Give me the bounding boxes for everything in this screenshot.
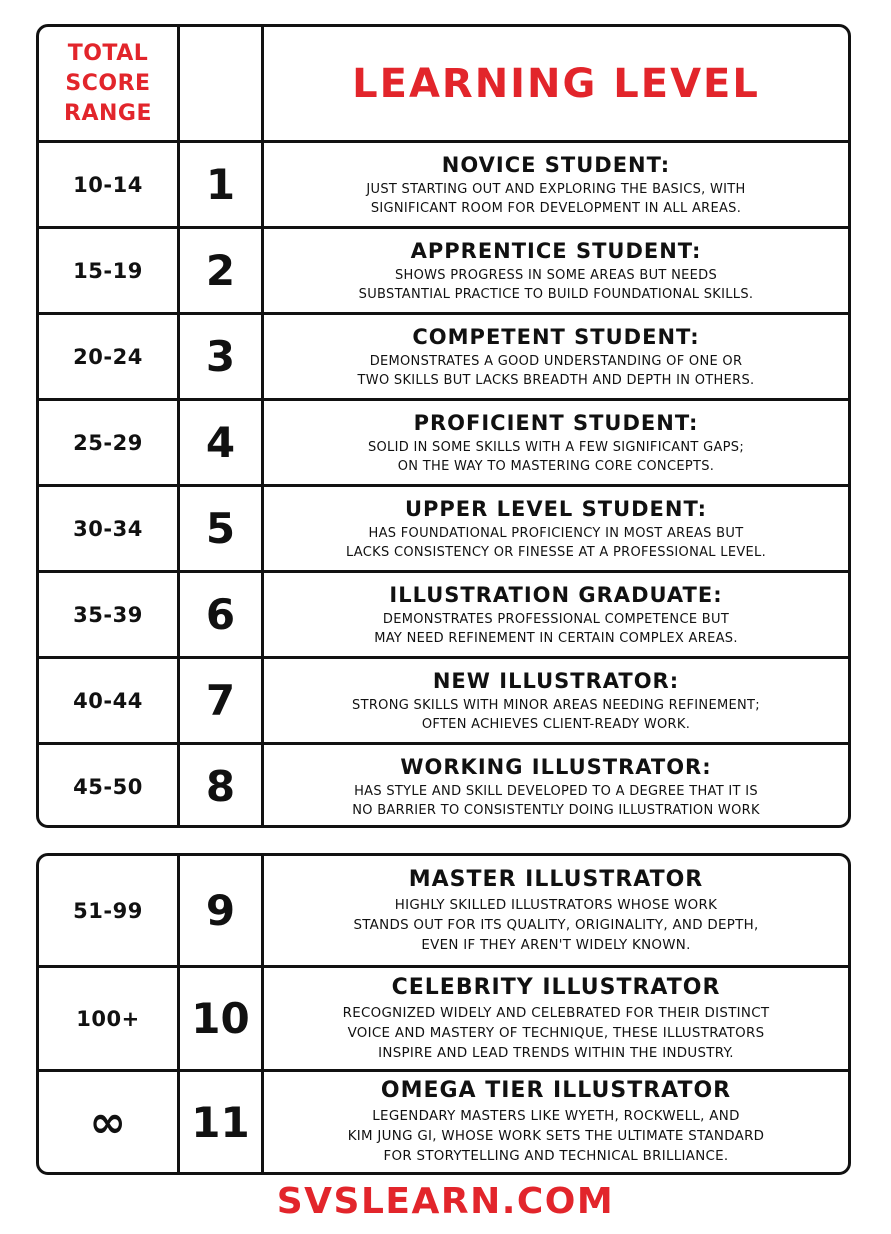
level-text: LEGENDARY MASTERS LIKE WYETH, ROCKWELL, AND KIM JUNG GI, WHOSE WORK SETS THE ULTIMATE STANDARD FOR STORYTELLING AND TECHNICAL BRILLIANCE. xyxy=(347,1109,765,1164)
level-number: 4 xyxy=(180,401,264,484)
level-number-header xyxy=(180,27,264,140)
level-description xyxy=(264,143,848,226)
level-row-4 xyxy=(39,398,848,484)
level-number: 3 xyxy=(180,315,264,398)
level-row-11 xyxy=(39,1069,848,1172)
level-text: DEMONSTRATES PROFESSIONAL COMPETENCE BUT MAY NEED REFINEMENT IN CERTAIN COMPLEX AREAS. xyxy=(374,611,738,646)
level-text: RECOGNIZED WIDELY AND CELEBRATED FOR THEIR DISTINCT VOICE AND MASTERY OF TECHNIQUE, THESE ILLUSTRATORS INSPIRE AND LEAD TRENDS WITHIN THE INDUSTRY. xyxy=(342,1005,770,1061)
score-range: 25-29 xyxy=(39,401,180,484)
score-range-header xyxy=(39,27,180,140)
score-range: 51-99 xyxy=(39,856,180,965)
level-title: UPPER LEVEL STUDENT: xyxy=(404,496,708,521)
infinity-score-range: ∞ xyxy=(39,1072,180,1172)
level-title: NEW ILLUSTRATOR: xyxy=(432,668,680,693)
level-title: APPRENTICE STUDENT: xyxy=(410,238,702,263)
level-text: HIGHLY SKILLED ILLUSTRATORS WHOSE WORK STANDS OUT FOR ITS QUALITY, ORIGINALITY, AND DEPTH, EVEN IF THEY AREN'T WIDELY KNOWN. xyxy=(353,897,759,953)
level-text: SHOWS PROGRESS IN SOME AREAS BUT NEEDS SUBSTANTIAL PRACTICE TO BUILD FOUNDATIONAL SKILLS. xyxy=(358,267,754,302)
level-number: 8 xyxy=(180,745,264,828)
level-number: 1 xyxy=(180,143,264,226)
score-range: 20-24 xyxy=(39,315,180,398)
score-range-header-line3: RANGE xyxy=(64,100,152,126)
level-row-8 xyxy=(39,742,848,828)
level-text: JUST STARTING OUT AND EXPLORING THE BASICS, WITH SIGNIFICANT ROOM FOR DEVELOPMENT IN ALL AREAS. xyxy=(366,181,746,216)
score-range-header-line1: TOTAL xyxy=(67,40,149,66)
level-title: PROFICIENT STUDENT: xyxy=(413,410,699,435)
level-description xyxy=(264,401,848,484)
level-row-5 xyxy=(39,484,848,570)
level-text: DEMONSTRATES A GOOD UNDERSTANDING OF ONE OR TWO SKILLS BUT LACKS BREADTH AND DEPTH IN OTHERS. xyxy=(357,353,755,388)
level-title: MASTER ILLUSTRATOR xyxy=(408,866,704,892)
elite-level-table xyxy=(36,853,851,1175)
site-url: SVSLEARN.COM xyxy=(276,1181,615,1222)
score-range-header-line2: SCORE xyxy=(65,70,151,96)
level-number: 10 xyxy=(180,968,264,1069)
level-description xyxy=(264,229,848,312)
level-title: CELEBRITY ILLUSTRATOR xyxy=(391,974,721,1000)
level-row-9 xyxy=(39,856,848,965)
learning-level-title: LEARNING LEVEL xyxy=(352,60,760,107)
level-title: NOVICE STUDENT: xyxy=(441,152,671,177)
level-row-1 xyxy=(39,140,848,226)
level-number: 7 xyxy=(180,659,264,742)
level-text: HAS FOUNDATIONAL PROFICIENCY IN MOST AREAS BUT LACKS CONSISTENCY OR FINESSE AT A PROFESSIONAL LEVEL. xyxy=(345,525,767,560)
level-description xyxy=(264,573,848,656)
learning-level-header xyxy=(264,27,848,140)
level-row-6 xyxy=(39,570,848,656)
learning-level-table xyxy=(36,24,851,828)
score-range: 30-34 xyxy=(39,487,180,570)
score-range: 15-19 xyxy=(39,229,180,312)
level-title: WORKING ILLUSTRATOR: xyxy=(400,754,712,779)
score-range: 40-44 xyxy=(39,659,180,742)
score-range: 35-39 xyxy=(39,573,180,656)
level-text: HAS STYLE AND SKILL DEVELOPED TO A DEGREE THAT IT IS NO BARRIER TO CONSISTENTLY DOING ILLUSTRATION WORK xyxy=(352,783,760,818)
level-number: 6 xyxy=(180,573,264,656)
level-number: 9 xyxy=(180,856,264,965)
level-number: 2 xyxy=(180,229,264,312)
level-title: COMPETENT STUDENT: xyxy=(412,324,700,349)
level-row-7 xyxy=(39,656,848,742)
table-header-row xyxy=(39,27,848,140)
level-text: STRONG SKILLS WITH MINOR AREAS NEEDING REFINEMENT; OFTEN ACHIEVES CLIENT-READY WORK. xyxy=(352,697,760,732)
level-description xyxy=(264,487,848,570)
level-number: 5 xyxy=(180,487,264,570)
level-description xyxy=(264,968,848,1069)
level-description xyxy=(264,315,848,398)
level-row-2 xyxy=(39,226,848,312)
level-number: 11 xyxy=(180,1072,264,1172)
score-range: 100+ xyxy=(39,968,180,1069)
level-text: SOLID IN SOME SKILLS WITH A FEW SIGNIFICANT GAPS; ON THE WAY TO MASTERING CORE CONCEPTS. xyxy=(367,439,745,474)
level-description xyxy=(264,1072,848,1172)
level-description xyxy=(264,659,848,742)
score-range: 45-50 xyxy=(39,745,180,828)
level-title: ILLUSTRATION GRADUATE: xyxy=(389,582,723,607)
level-row-10 xyxy=(39,965,848,1069)
score-range: 10-14 xyxy=(39,143,180,226)
level-description xyxy=(264,856,848,965)
level-description xyxy=(264,745,848,828)
level-row-3 xyxy=(39,312,848,398)
level-title: OMEGA TIER ILLUSTRATOR xyxy=(380,1078,732,1103)
